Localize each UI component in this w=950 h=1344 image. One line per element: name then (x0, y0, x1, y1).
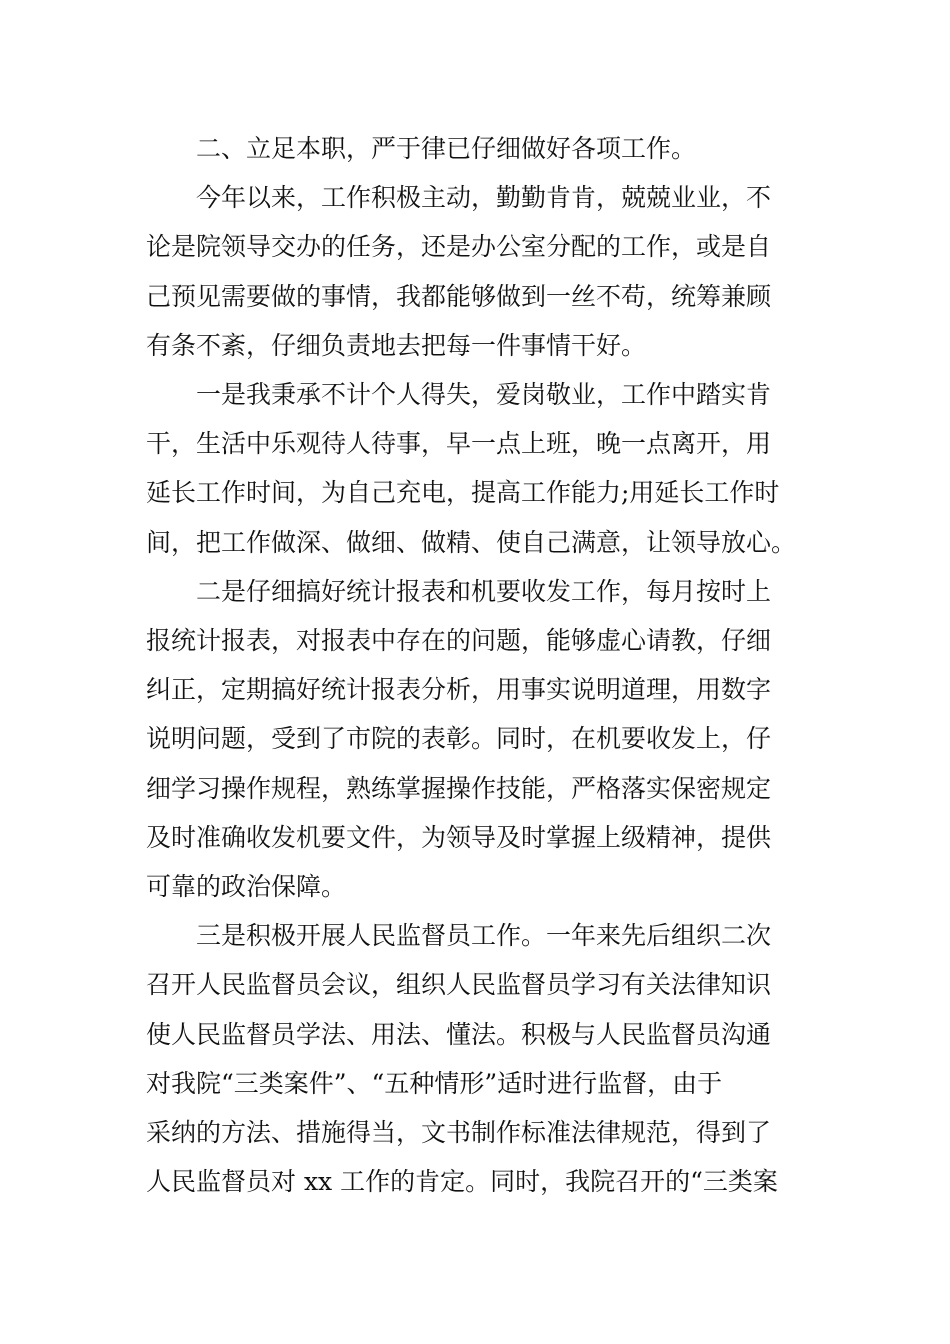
paragraph-point-three (146, 911, 806, 1206)
text-line: 一是我秉承不计个人得失，爱岗敬业，工作中踏实肯 (196, 380, 772, 410)
section-heading (146, 124, 806, 173)
text-line: 延长工作时间，为自己充电，提高工作能力;用延长工作时 (146, 478, 780, 508)
text-line: 使人民监督员学法、用法、懂法。积极与人民监督员沟通 (146, 1019, 772, 1049)
document-page (146, 124, 806, 1206)
paragraph-point-one (146, 370, 806, 567)
text-line: 及时准确收发机要文件，为领导及时掌握上级精神，提供 (146, 822, 772, 852)
text-line: 纠正，定期搞好统计报表分析，用事实说明道理，用数字 (146, 675, 772, 705)
text-line: 有条不紊，仔细负责地去把每一件事情干好。 (146, 330, 647, 360)
text-line: 己预见需要做的事情，我都能够做到一丝不苟，统筹兼顾 (146, 281, 772, 311)
paragraph-point-two (146, 567, 806, 911)
text-line: 人民监督员对 xx 工作的肯定。同时，我院召开的“三类案 (146, 1167, 778, 1197)
text-line: 对我院“三类案件”、“五种情形”适时进行监督，由于 (146, 1068, 723, 1098)
paragraph-work-attitude (146, 173, 806, 370)
text-line: 二、立足本职，严于律已仔细做好各项工作。 (196, 134, 697, 163)
text-line: 二是仔细搞好统计报表和机要收发工作，每月按时上 (196, 576, 772, 606)
text-line: 论是院领导交办的任务，还是办公室分配的工作，或是自 (146, 232, 772, 262)
text-line: 今年以来，工作积极主动，勤勤肯肯，兢兢业业，不 (196, 183, 772, 213)
text-line: 可靠的政治保障。 (146, 872, 347, 902)
text-line: 三是积极开展人民监督员工作。一年来先后组织二次 (196, 921, 772, 951)
text-line: 说明问题，受到了市院的表彰。同时，在机要收发上，仔 (146, 724, 772, 754)
text-line: 采纳的方法、措施得当，文书制作标准法律规范，得到了 (146, 1118, 772, 1148)
text-line: 间，把工作做深、做细、做精、使自己满意，让领导放心。 (146, 527, 797, 557)
text-line: 干，生活中乐观待人待事，早一点上班，晚一点离开，用 (146, 429, 772, 459)
text-line: 召开人民监督员会议，组织人民监督员学习有关法律知识 (146, 970, 772, 1000)
text-line: 报统计报表，对报表中存在的问题，能够虚心请教，仔细 (146, 626, 772, 656)
text-line: 细学习操作规程，熟练掌握操作技能，严格落实保密规定 (146, 773, 772, 803)
